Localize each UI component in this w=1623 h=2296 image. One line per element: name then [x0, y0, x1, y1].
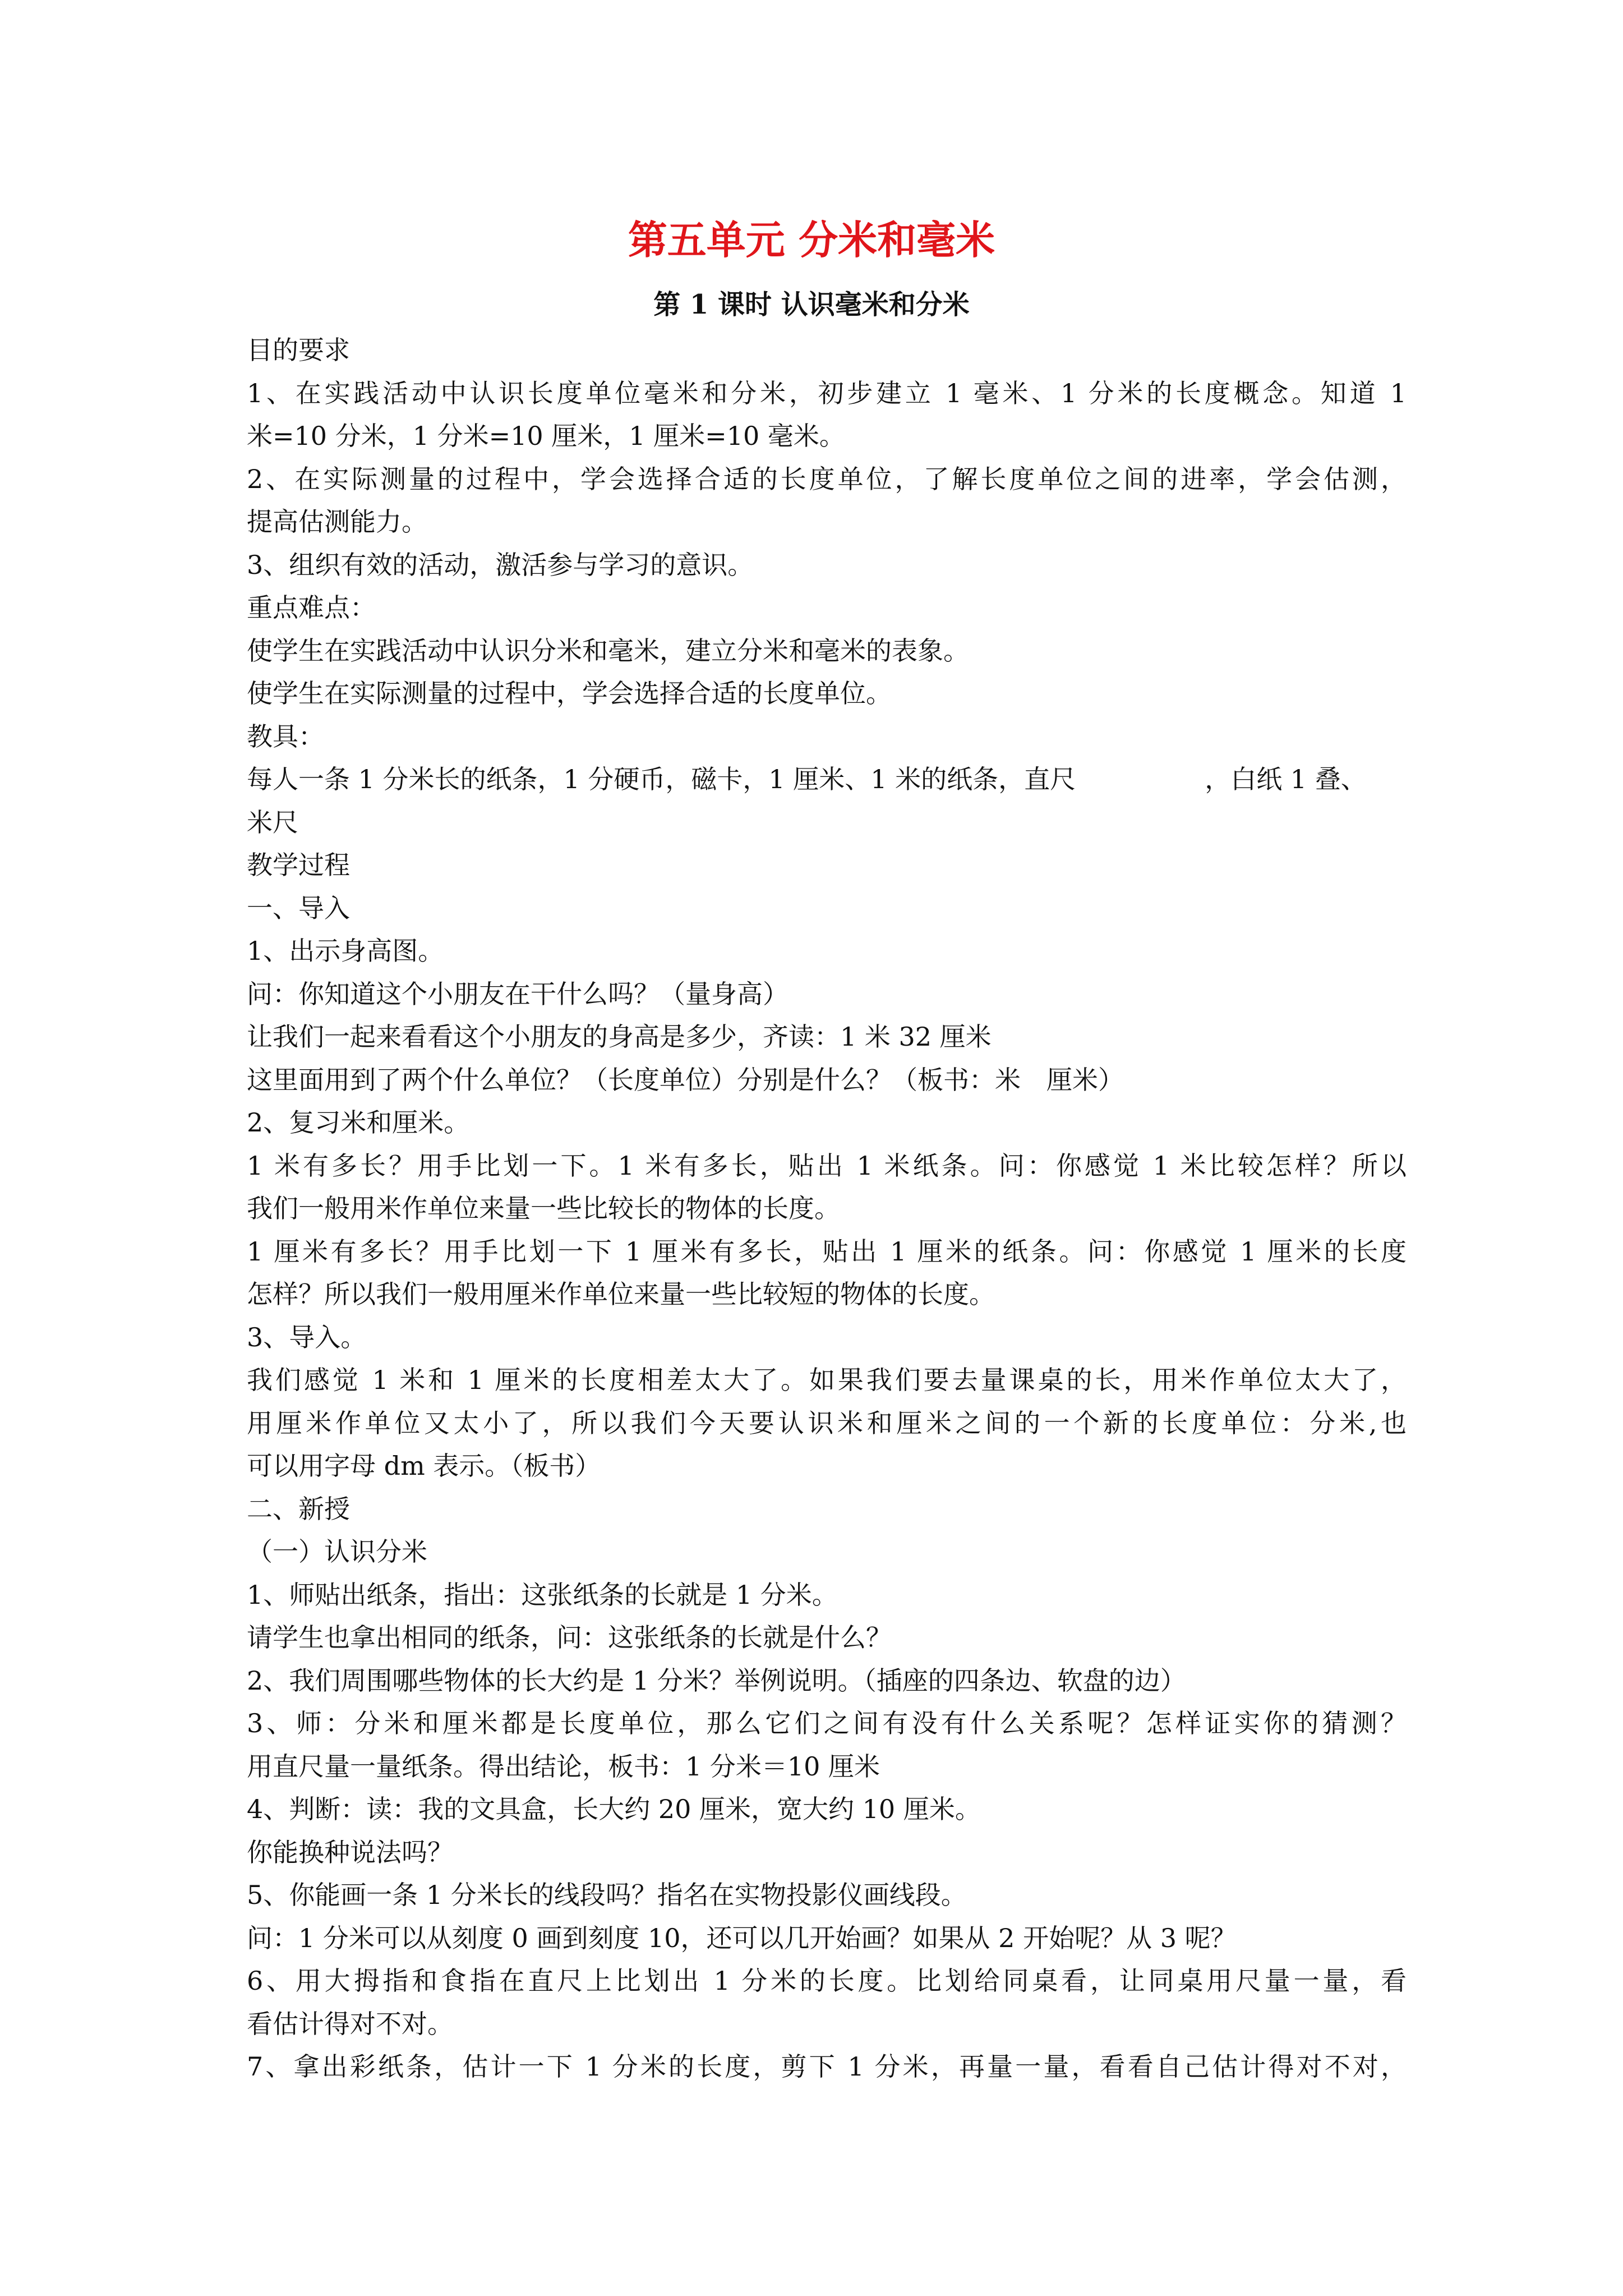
- paragraph-line: 5、你能画一条 1 分米长的线段吗？指名在实物投影仪画线段。: [247, 1880, 967, 1910]
- paragraph-line: 米尺: [247, 807, 298, 838]
- paragraph-line: 1、师贴出纸条，指出：这张纸条的长就是 1 分米。: [247, 1579, 838, 1610]
- paragraph-line: 我们一般用米作单位来量一些比较长的物体的长度。: [247, 1193, 840, 1223]
- paragraph-line: [247, 758, 1407, 801]
- paragraph-line: 2、复习米和厘米。: [247, 1107, 470, 1138]
- paragraph-line: 看估计得对不对。: [247, 2008, 453, 2039]
- paragraph-line: 3、师：分米和厘米都是长度单位，那么它们之间有没有什么关系呢？怎样证实你的猜测？: [247, 1708, 1407, 1738]
- paragraph-line: 7、拿出彩纸条，估计一下 1 分米的长度，剪下 1 分米，再量一量，看看自己估计得对不对，: [247, 2051, 1407, 2082]
- section-heading: 目的要求: [247, 335, 350, 365]
- paragraph-line: 米=10 分米，1 分米=10 厘米，1 厘米=10 毫米。: [247, 421, 845, 451]
- paragraph-line: 你能换种说法吗？: [247, 1837, 453, 1867]
- paragraph-line: 用直尺量一量纸条。得出结论，板书：1 分米＝10 厘米: [247, 1751, 880, 1782]
- unit-title: 第五单元 分米和毫米: [628, 217, 995, 263]
- paragraph-line: 使学生在实际测量的过程中，学会选择合适的长度单位。: [247, 678, 892, 708]
- section-heading: 教学过程: [247, 850, 350, 880]
- paragraph-line: 2、在实际测量的过程中，学会选择合适的长度单位，了解长度单位之间的进率，学会估测，: [247, 463, 1407, 494]
- paragraph-line: 怎样？所以我们一般用厘米作单位来量一些比较短的物体的长度。: [247, 1279, 995, 1309]
- paragraph-line: 3、导入。: [247, 1322, 367, 1352]
- document-body: [247, 329, 1407, 2088]
- section-heading: 重点难点：: [247, 592, 376, 623]
- paragraph-line: 1、出示身高图。: [247, 936, 444, 966]
- paragraph-line: 4、判断：读：我的文具盒，长大约 20 厘米，宽大约 10 厘米。: [247, 1794, 981, 1824]
- paragraph-line: 请学生也拿出相同的纸条，问：这张纸条的长就是什么？: [247, 1622, 892, 1653]
- paragraph-line: 问：1 分米可以从刻度 0 画到刻度 10，还可以几开始画？如果从 2 开始呢？从 3 呢？: [247, 1922, 1237, 1953]
- section-heading: 一、导入: [247, 892, 350, 923]
- paragraph-line: 1 米有多长？用手比划一下。1 米有多长，贴出 1 米纸条。问：你感觉 1 米比较怎样？所以: [247, 1150, 1407, 1181]
- paragraph-line: 我们感觉 1 米和 1 厘米的长度相差太大了。如果我们要去量课桌的长，用米作单位太大了，: [247, 1365, 1407, 1395]
- section-heading: 二、新授: [247, 1493, 350, 1524]
- paragraph-line: 1 厘米有多长？用手比划一下 1 厘米有多长，贴出 1 厘米的纸条。问：你感觉 1 厘米的长度: [247, 1236, 1407, 1267]
- paragraph-line: 3、组织有效的活动，激活参与学习的意识。: [247, 549, 754, 580]
- teaching-aids-part-2: ，白纸 1 叠、: [1205, 764, 1367, 794]
- paragraph-line: 1、在实践活动中认识长度单位毫米和分米，初步建立 1 毫米、1 分米的长度概念。知道 1: [247, 378, 1407, 408]
- paragraph-line: 提高估测能力。: [247, 507, 427, 537]
- paragraph-line: 使学生在实践活动中认识分米和毫米，建立分米和毫米的表象。: [247, 635, 969, 666]
- paragraph-line: 用厘米作单位又太小了，所以我们今天要认识米和厘米之间的一个新的长度单位：分米,也: [247, 1407, 1407, 1438]
- paragraph-line: 这里面用到了两个什么单位？（长度单位）分别是什么？（板书：米 厘米）: [247, 1064, 1124, 1095]
- paragraph-line: 让我们一起来看看这个小朋友的身高是多少，齐读：1 米 32 厘米: [247, 1022, 992, 1052]
- teaching-aids-part-1: 每人一条 1 分米长的纸条，1 分硬币，磁卡，1 厘米、1 米的纸条，直尺: [247, 764, 1076, 794]
- section-heading: 教具：: [247, 721, 324, 752]
- paragraph-line: 可以用字母 dm 表示。（板书）: [247, 1451, 601, 1481]
- paragraph-line: 问：你知道这个小朋友在干什么吗？（量身高）: [247, 978, 789, 1009]
- paragraph-line: 2、我们周围哪些物体的长大约是 1 分米？举例说明。（插座的四条边、软盘的边）: [247, 1665, 1186, 1696]
- lesson-subtitle: 第 1 课时 认识毫米和分米: [653, 289, 970, 320]
- section-heading: （一）认识分米: [247, 1536, 427, 1567]
- paragraph-line: 6、用大拇指和食指在直尺上比划出 1 分米的长度。比划给同桌看，让同桌用尺量一量，看: [247, 1966, 1407, 1996]
